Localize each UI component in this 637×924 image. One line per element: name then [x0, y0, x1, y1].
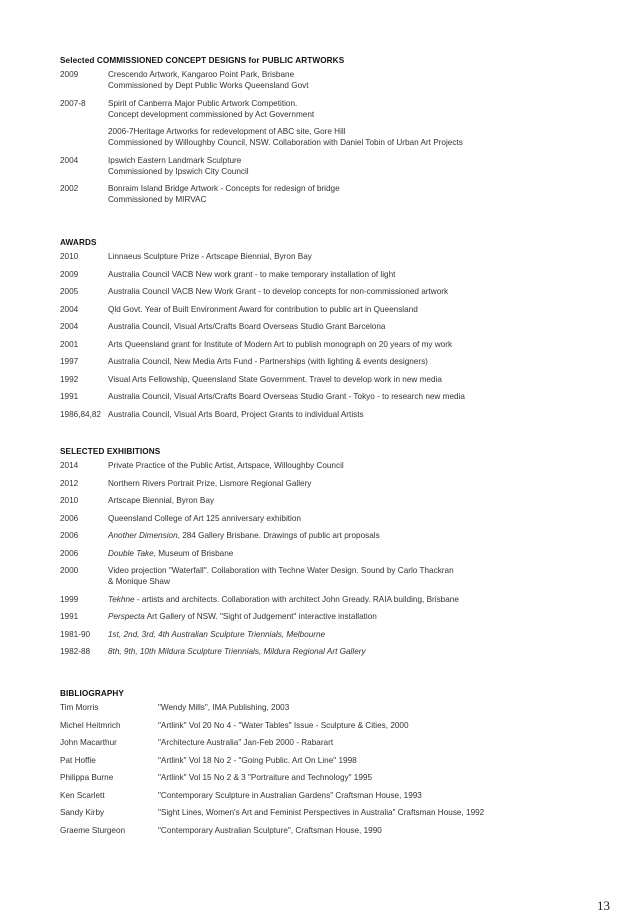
section-heading: BIBLIOGRAPHY [60, 689, 124, 698]
entry-author: Pat Hoffie [60, 755, 96, 765]
entry-row [60, 126, 632, 155]
entry-description [108, 565, 632, 594]
entry-year: 2004 [60, 322, 79, 331]
commissioned-designs-section [60, 55, 632, 212]
entry-list [60, 251, 632, 426]
entry-row [60, 356, 632, 374]
entry-description [108, 356, 632, 374]
exhibitions-section [60, 446, 632, 664]
entry-author: Graeme Sturgeon [60, 825, 126, 835]
entry-line: Private Practice of the Public Artist, Artspace, Willoughby Council [108, 461, 344, 470]
entry-line: "Contemporary Australian Sculpture", Craftsman House, 1990 [158, 825, 382, 835]
entry-line: "Artlink" Vol 20 No 4 - "Water Tables" Issue - Sculpture & Cities, 2000 [158, 720, 409, 730]
entry-description [108, 391, 632, 409]
entry-description [108, 409, 632, 427]
entry-description [158, 737, 632, 755]
entry-line: Australia Council, Visual Arts/Crafts Board Overseas Studio Grant Barcelona [108, 322, 386, 331]
entry-line: Commissioned by Willoughby Council, NSW. Collaboration with Daniel Tobin of Urban Art Projects [108, 138, 463, 147]
entry-description [108, 629, 632, 647]
entry-line: "Sight Lines, Women's Art and Feminist Perspectives in Australia" Craftsman House, 1992 [158, 808, 485, 817]
entry-row [60, 69, 632, 98]
entry-line: Qld Govt. Year of Built Environment Award for contribution to public art in Queensland [108, 304, 418, 314]
entry-row [60, 155, 632, 184]
entry-year: 2012 [60, 478, 79, 488]
entry-row [60, 478, 632, 496]
entry-row [60, 629, 632, 647]
entry-year: 2010 [60, 496, 79, 505]
entry-year: 2014 [60, 461, 79, 470]
entry-year: 1981-90 [60, 629, 91, 639]
entry-year: 2006 [60, 513, 79, 523]
entry-description [158, 755, 632, 773]
entry-line: Crescendo Artwork, Kangaroo Point Park, Brisbane [108, 70, 295, 79]
entry-row [60, 790, 632, 808]
entry-line: Australia Council VACB New work grant - to make temporary installation of light [108, 269, 396, 279]
entry-description [108, 594, 632, 612]
entry-description [158, 790, 632, 808]
entry-year: 2006 [60, 548, 79, 558]
entry-row [60, 565, 632, 594]
entry-list [60, 69, 632, 212]
entry-author: Tim Morris [60, 703, 99, 712]
entry-row [60, 702, 632, 720]
entry-description [108, 478, 632, 496]
entry-year: 1991 [60, 612, 79, 621]
entry-list [60, 460, 632, 664]
entry-line: "Contemporary Sculpture in Australian Gardens" Craftsman House, 1993 [158, 790, 422, 800]
entry-description [158, 772, 632, 790]
entry-row [60, 460, 632, 478]
entry-year: 1992 [60, 374, 79, 384]
entry-year: 1991 [60, 392, 79, 401]
entry-year: 2009 [60, 70, 79, 79]
entry-row [60, 495, 632, 513]
entry-description [108, 611, 632, 629]
entry-line: Linnaeus Sculpture Prize - Artscape Biennial, Byron Bay [108, 252, 312, 261]
entry-row [60, 98, 632, 127]
entry-row [60, 772, 632, 790]
entry-row [60, 720, 632, 738]
entry-year: 2002 [60, 184, 79, 193]
entry-line: "Artlink" Vol 15 No 2 & 3 "Portraiture and Technology" 1995 [158, 773, 373, 782]
entry-description [108, 513, 632, 531]
entry-description [108, 646, 632, 664]
entry-description [108, 321, 632, 339]
entry-line: 1st, 2nd, 3rd, 4th Australian Sculpture Triennials, Melbourne [108, 629, 326, 639]
entry-author: John Macarthur [60, 738, 117, 747]
entry-line: Queensland College of Art 125 anniversary exhibition [108, 513, 301, 523]
entry-year: 2005 [60, 287, 79, 296]
entry-description [158, 807, 632, 825]
entry-author: Ken Scarlett [60, 790, 105, 800]
section-heading: Selected COMMISSIONED CONCEPT DESIGNS for PUBLIC ARTWORKS [60, 56, 345, 65]
entry-row [60, 737, 632, 755]
entry-row [60, 548, 632, 566]
entry-description [108, 251, 632, 269]
entry-line: Commissioned by Dept Public Works Queensland Govt [108, 81, 309, 90]
entry-row [60, 391, 632, 409]
entry-line: Australia Council, Visual Arts/Crafts Board Overseas Studio Grant - Tokyo - to research new media [108, 392, 465, 401]
entry-row [60, 530, 632, 548]
entry-description [108, 155, 632, 184]
entry-line: Arts Queensland grant for Institute of Modern Art to publish monograph on 20 years of my work [108, 339, 453, 349]
entry-line: "Artlink" Vol 18 No 2 - "Going Public. Art On Line" 1998 [158, 755, 357, 765]
entry-description [108, 69, 632, 98]
entry-row [60, 513, 632, 531]
entry-year: 2006 [60, 531, 79, 540]
entry-line: Spirit of Canberra Major Public Artwork Competition. [108, 98, 298, 108]
entry-line: Commissioned by MIRVAC [108, 195, 207, 204]
entry-line: Northern Rivers Portrait Prize, Lismore Regional Gallery [108, 478, 312, 488]
entry-description [108, 374, 632, 392]
entry-row [60, 825, 632, 843]
entry-row [60, 321, 632, 339]
entry-line: "Architecture Australia" Jan-Feb 2000 - Rabarart [158, 738, 334, 747]
entry-line: Visual Arts Fellowship, Queensland State Government. Travel to develop work in new media [108, 374, 442, 384]
entry-row [60, 269, 632, 287]
entry-description [158, 720, 632, 738]
entry-author: Philippa Burne [60, 773, 114, 782]
entry-description [108, 460, 632, 478]
entry-year: 1986,84,82 [60, 409, 101, 419]
entry-line: Another Dimension, 284 Gallery Brisbane. Drawings of public art proposals [108, 531, 380, 540]
entry-line: 2006-7Heritage Artworks for redevelopment of ABC site, Gore Hill [108, 127, 346, 136]
entry-line: Concept development commissioned by Act Government [108, 109, 315, 119]
entry-description [108, 495, 632, 513]
entry-row [60, 183, 632, 212]
entry-description [108, 183, 632, 212]
entry-description [108, 304, 632, 322]
entry-year: 2007-8 [60, 98, 86, 108]
entry-description [108, 269, 632, 287]
entry-description [108, 548, 632, 566]
entry-author: Sandy Kirby [60, 808, 105, 817]
bibliography-section [60, 688, 632, 842]
entry-year: 2000 [60, 566, 79, 575]
entry-description [108, 339, 632, 357]
entry-line: Australia Council VACB New Work Grant - to develop concepts for non-commissioned artwork [108, 287, 449, 296]
entry-row [60, 286, 632, 304]
entry-description [108, 126, 632, 155]
entry-line: Perspecta Art Gallery of NSW. "Sight of Judgement" interactive installation [108, 612, 377, 621]
page-number: 13 [597, 898, 610, 913]
entry-year: 1999 [60, 594, 79, 604]
entry-line: Tekhne - artists and architects. Collaboration with architect John Gready. RAIA building, Brisbane [108, 594, 459, 604]
awards-section [60, 237, 632, 426]
entry-row [60, 594, 632, 612]
entry-line: Video projection "Waterfall". Collaboration with Techne Water Design. Sound by Carlo Thackran [108, 566, 454, 575]
entry-row [60, 251, 632, 269]
entry-row [60, 807, 632, 825]
entry-row [60, 646, 632, 664]
entry-year: 2010 [60, 252, 79, 261]
entry-list [60, 702, 632, 842]
entry-line: Ipswich Eastern Landmark Sculpture [108, 155, 242, 165]
entry-line: Commissioned by Ipswich City Council [108, 166, 249, 176]
entry-line: & Monique Shaw [108, 577, 170, 586]
entry-row [60, 304, 632, 322]
entry-row [60, 755, 632, 773]
entry-line: "Wendy Mills", IMA Publishing, 2003 [158, 703, 290, 712]
entry-author: Michel Heitmrich [60, 720, 121, 730]
section-heading: AWARDS [60, 238, 97, 247]
entry-line: Double Take, Museum of Brisbane [108, 548, 234, 558]
entry-description [158, 702, 632, 720]
entry-row [60, 611, 632, 629]
entry-year: 2004 [60, 304, 79, 314]
entry-row [60, 409, 632, 427]
entry-line: Bonraim Island Bridge Artwork - Concepts for redesign of bridge [108, 184, 340, 193]
entry-description [108, 286, 632, 304]
entry-year: 2009 [60, 269, 79, 279]
section-heading: SELECTED EXHIBITIONS [60, 447, 161, 456]
entry-line: 8th, 9th, 10th Mildura Sculpture Triennials, Mildura Regional Art Gallery [108, 647, 366, 656]
entry-year: 2004 [60, 155, 79, 165]
entry-line: Artscape Biennial, Byron Bay [108, 496, 215, 505]
entry-row [60, 339, 632, 357]
entry-year [60, 126, 108, 155]
entry-line: Australia Council, Visual Arts Board, Project Grants to individual Artists [108, 409, 364, 419]
entry-row [60, 374, 632, 392]
entry-line: Australia Council, New Media Arts Fund - Partnerships (with lighting & events designers) [108, 357, 428, 366]
entry-year: 2001 [60, 339, 79, 349]
entry-description [108, 530, 632, 548]
entry-description [158, 825, 632, 843]
entry-year: 1982-88 [60, 647, 91, 656]
entry-year: 1997 [60, 357, 79, 366]
entry-description [108, 98, 632, 127]
